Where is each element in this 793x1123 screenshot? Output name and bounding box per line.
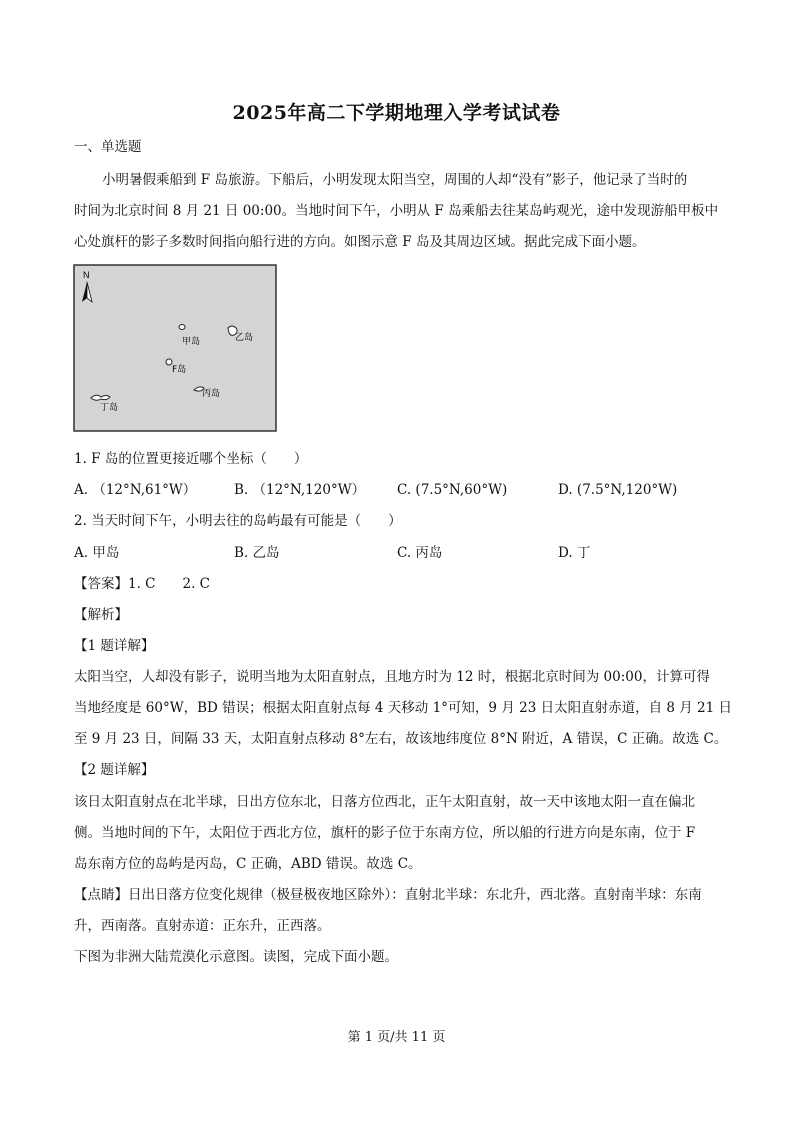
detail-1-line-1: 太阳当空，人却没有影子，说明当地为太阳直射点，且地方时为 12 时，根据北京时间为 00:00，计算可得 bbox=[74, 669, 710, 685]
question-1-option-b: B. （12°N,120°W） bbox=[234, 482, 366, 498]
answer-text: 1. C 2. C bbox=[128, 576, 211, 592]
north-label: N bbox=[83, 270, 90, 280]
detail-1-label: 【1 题详解】 bbox=[74, 638, 155, 654]
passage-line-2: 时间为北京时间 8 月 21 日 00:00。当地时间下午，小明从 F 岛乘船去往某岛屿观光，途中发现游船甲板中 bbox=[74, 203, 719, 219]
island-yi-label: 乙岛 bbox=[235, 333, 254, 343]
question-2-option-a: A. 甲岛 bbox=[74, 545, 120, 561]
island-jia-shape bbox=[179, 325, 185, 330]
detail-2-line-3: 岛东南方位的岛屿是丙岛，C 正确，ABD 错误。故选 C。 bbox=[74, 856, 422, 872]
answer-label: 【答案】 bbox=[74, 576, 128, 592]
detail-1-line-2: 当地经度是 60°W，BD 错误；根据太阳直射点每 4 天移动 1°可知，9 月 23 日太阳直射赤道，自 8 月 21 日 bbox=[74, 700, 733, 716]
page-footer: 第 1 页/共 11 页 bbox=[347, 1030, 446, 1045]
detail-2-label: 【2 题详解】 bbox=[74, 762, 155, 778]
question-2-option-c: C. 丙岛 bbox=[397, 545, 443, 561]
question-1-option-c: C. (7.5°N,60°W) bbox=[397, 482, 508, 498]
answer-line bbox=[74, 574, 724, 594]
question-1-option-d: D. (7.5°N,120°W) bbox=[558, 482, 678, 498]
next-section-intro: 下图为非洲大陆荒漠化示意图。读图，完成下面小题。 bbox=[74, 949, 398, 965]
section-heading: 一、单选题 bbox=[74, 139, 142, 155]
question-1-stem: 1. F 岛的位置更接近哪个坐标（ ） bbox=[74, 451, 308, 467]
detail-2-line-2: 侧。当地时间的下午，太阳位于西北方位，旗杆的影子位于东南方位，所以船的行进方向是东南，位于 F bbox=[74, 825, 696, 841]
detail-1-line-3: 至 9 月 23 日，间隔 33 天，太阳直射点移动 8°左右，故该地纬度位 8°N 附近，A 错误，C 正确。故选 C。 bbox=[74, 731, 728, 747]
question-2-option-b: B. 乙岛 bbox=[234, 545, 280, 561]
tip-line-1 bbox=[74, 885, 724, 905]
detail-2-line-1: 该日太阳直射点在北半球，日出方位东北，日落方位西北，正午太阳直射，故一天中该地太阳一直在偏北 bbox=[74, 794, 695, 810]
island-bing-label: 丙岛 bbox=[202, 389, 221, 399]
island-ding-label: 丁岛 bbox=[100, 403, 119, 413]
tip-line-2: 升，西南落。直射赤道：正东升，正西落。 bbox=[74, 918, 331, 934]
question-1-option-a: A. （12°N,61°W） bbox=[74, 482, 197, 498]
passage-line-1: 小明暑假乘船到 F 岛旅游。下船后，小明发现太阳当空，周围的人却“没有”影子，他记录了当时的 bbox=[102, 172, 688, 188]
island-jia-label: 甲岛 bbox=[182, 337, 201, 347]
question-2-option-d: D. 丁 bbox=[558, 545, 591, 561]
island-map bbox=[73, 264, 277, 432]
analysis-label: 【解析】 bbox=[74, 607, 128, 623]
page-title: 2025年高二下学期地理入学考试试卷 bbox=[232, 102, 561, 124]
tip-label: 【点睛】 bbox=[74, 887, 128, 903]
question-2-stem: 2. 当天时间下午，小明去往的岛屿最有可能是（ ） bbox=[74, 513, 402, 529]
passage-line-3: 心处旗杆的影子多数时间指向船行进的方向。如图示意 F 岛及其周边区域。据此完成下面小题。 bbox=[74, 234, 646, 250]
tip-text-1: 日出日落方位变化规律（极昼极夜地区除外）：直射北半球：东北升，西北落。直射南半球：东南 bbox=[128, 887, 702, 903]
island-f-label: F岛 bbox=[172, 365, 187, 375]
